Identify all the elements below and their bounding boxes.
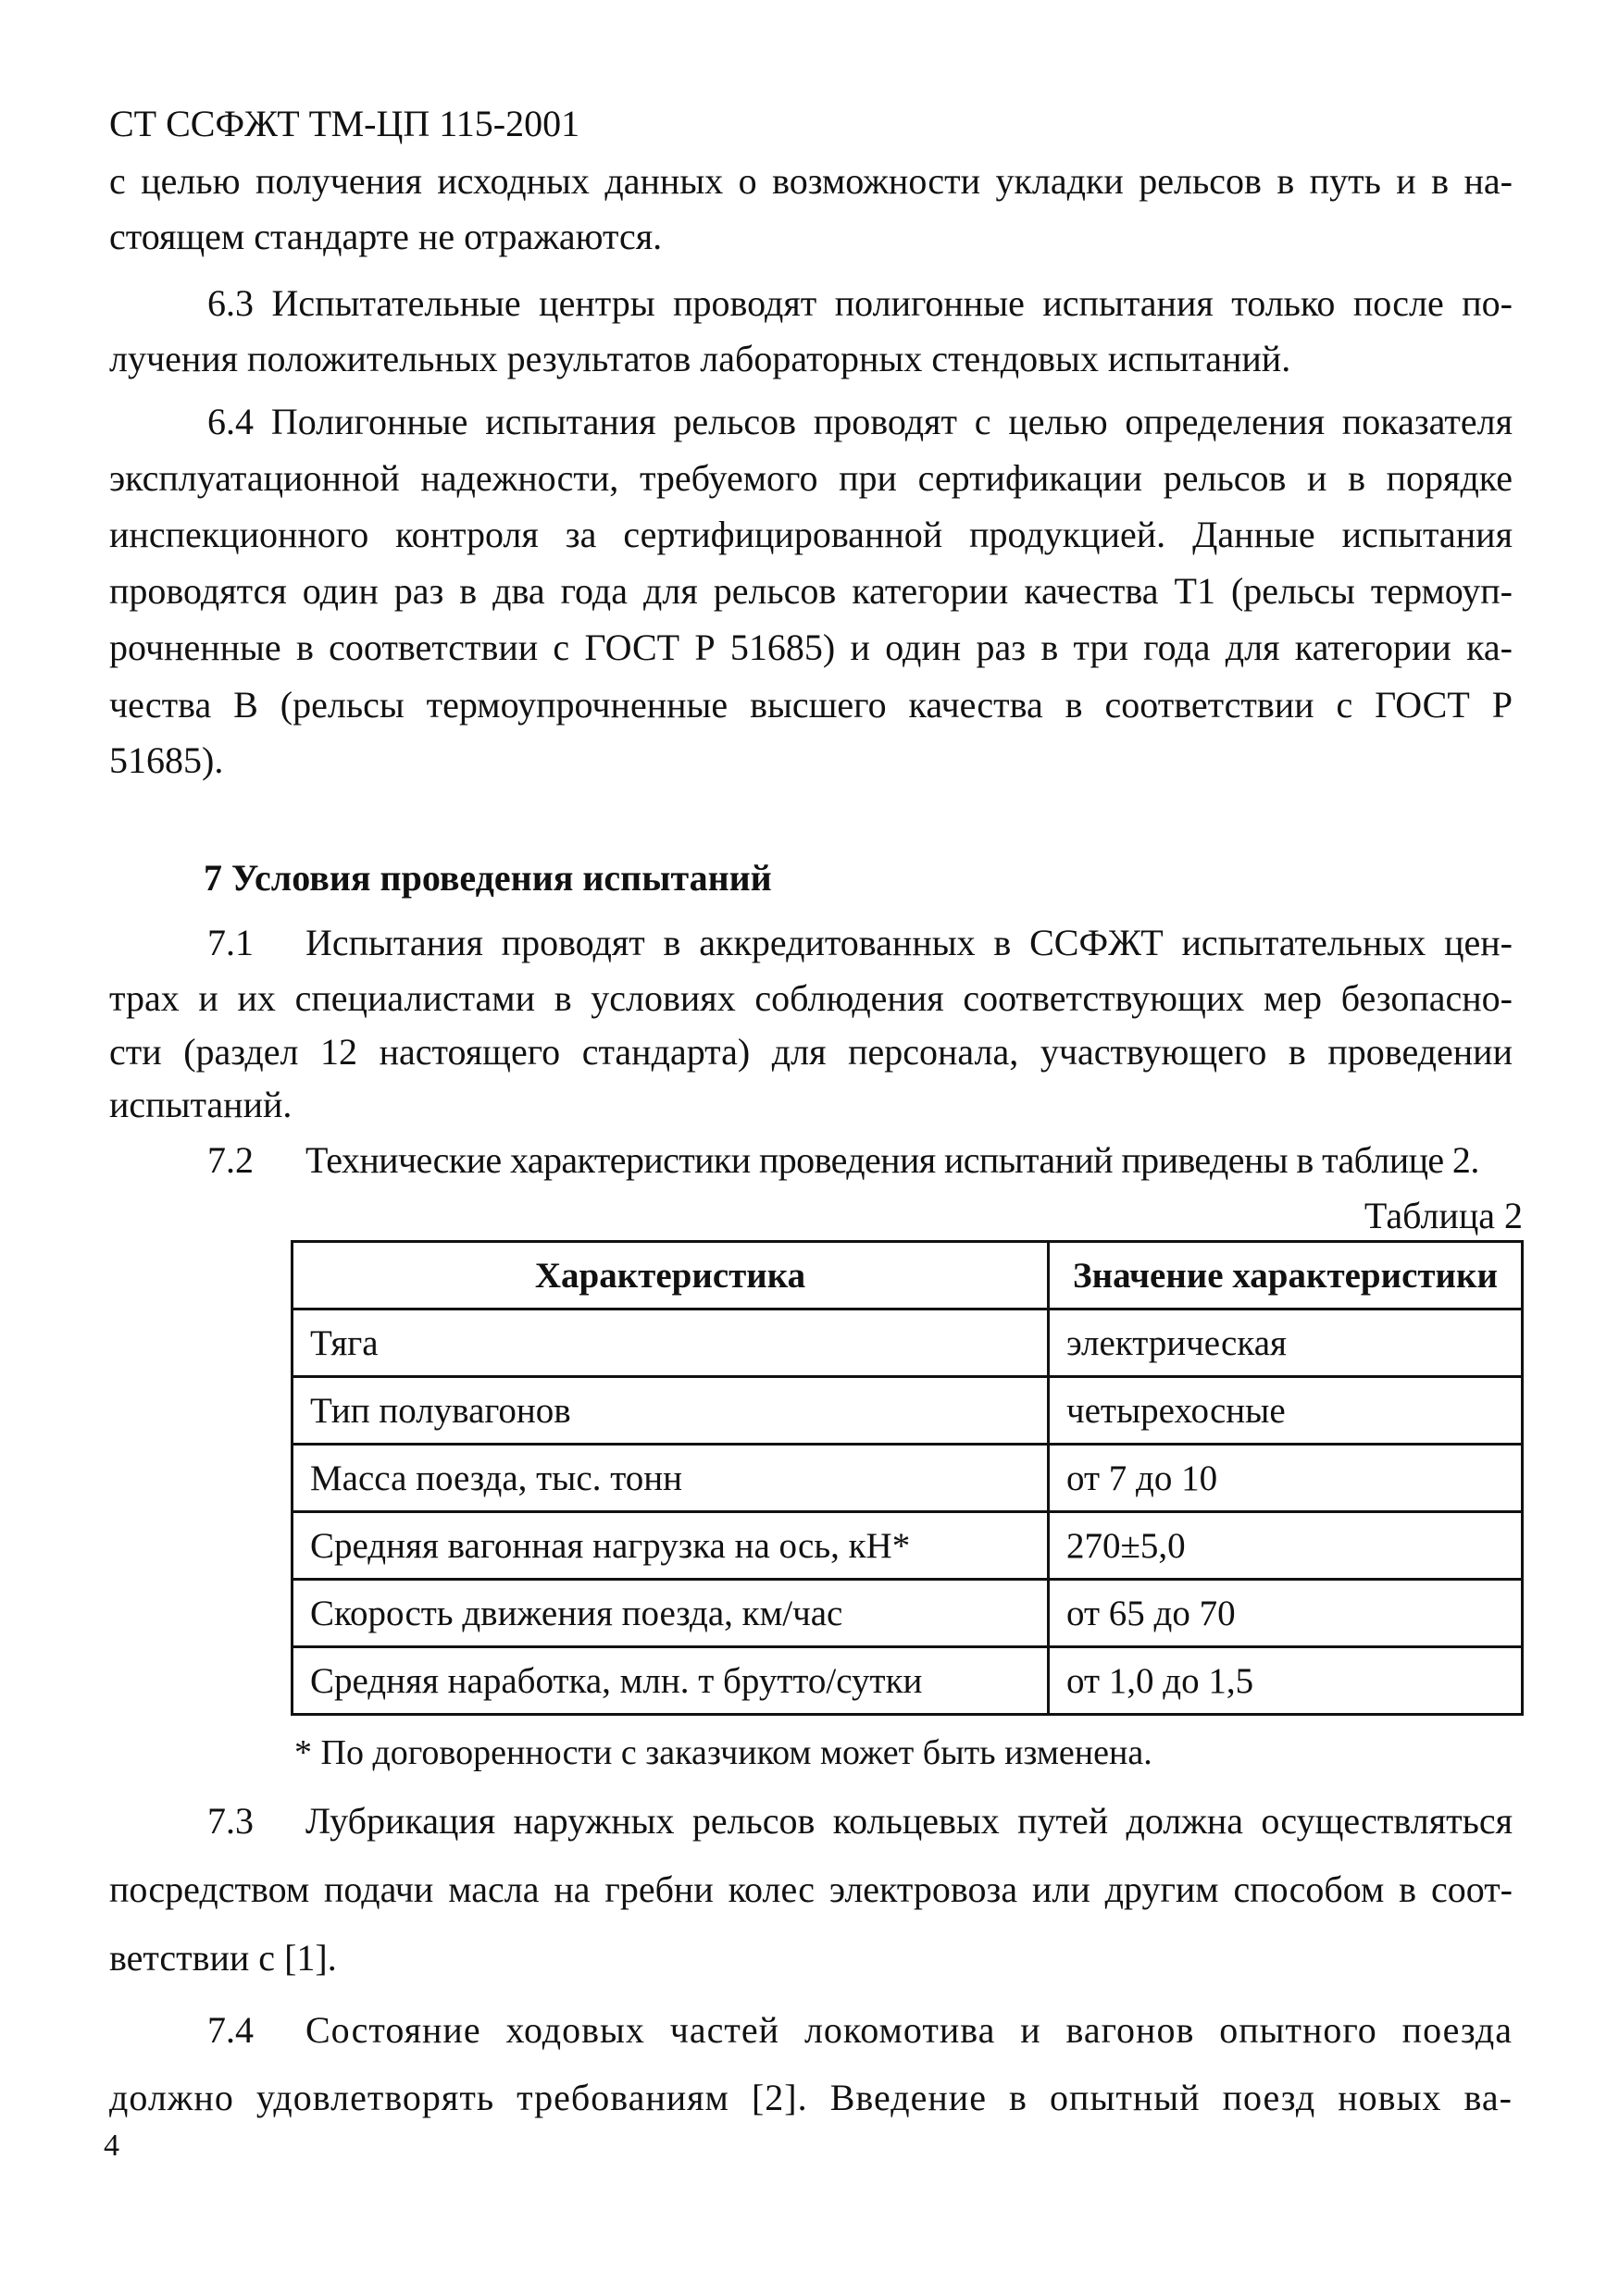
- paragraph-line: 51685).: [109, 739, 224, 781]
- table-footnote: * По договоренности с заказчиком может быть изменена.: [294, 1733, 1152, 1772]
- paragraph-line: инспекционного контроля за сертифицированной продукцией. Данные испытания: [109, 514, 1513, 555]
- table-cell: от 1,0 до 1,5: [1049, 1647, 1523, 1715]
- table-cell: Средняя наработка, млн. т брутто/сутки: [293, 1647, 1049, 1715]
- table-header-cell: Характеристика: [293, 1242, 1049, 1309]
- paragraph-line: трах и их специалистами в условиях соблюдения соответствующих мер безопасно-: [109, 977, 1513, 1019]
- table-cell: Тип полувагонов: [293, 1377, 1049, 1445]
- paragraph-line: стоящем стандарте не отражаются.: [109, 216, 663, 257]
- paragraph-line: должно удовлетворять требованиям [2]. Введение в опытный поезд новых ва-: [109, 2077, 1513, 2118]
- paragraph-line: испытаний.: [109, 1084, 293, 1125]
- table-cell: от 7 до 10: [1049, 1445, 1523, 1512]
- characteristics-table: [291, 1240, 1524, 1716]
- paragraph-line: посредством подачи масла на гребни колес электровоза или другим способом в соот-: [109, 1868, 1513, 1910]
- table-row: [293, 1445, 1523, 1512]
- table-cell: Масса поезда, тыс. тонн: [293, 1445, 1049, 1512]
- paragraph-line: Технические характеристики проведения испытаний приведены в таблице 2.: [305, 1139, 1479, 1181]
- page-number: 4: [104, 2128, 119, 2163]
- paragraph-line: ветствии с [1].: [109, 1937, 337, 1979]
- table-caption: Таблица 2: [1364, 1195, 1523, 1236]
- table-cell: 270±5,0: [1049, 1512, 1523, 1580]
- paragraph-line: 6.4 Полигонные испытания рельсов проводят с целью определения показателя: [207, 401, 1513, 442]
- table-row: [293, 1580, 1523, 1647]
- clause-number: 7.4: [207, 2009, 254, 2051]
- table-header-row: [293, 1242, 1523, 1309]
- table-cell: четырехосные: [1049, 1377, 1523, 1445]
- clause-number: 7.1: [207, 922, 254, 963]
- document-header: СТ ССФЖТ ТМ-ЦП 115-2001: [109, 103, 580, 144]
- table-cell: от 65 до 70: [1049, 1580, 1523, 1647]
- paragraph-line: 6.3 Испытательные центры проводят полигонные испытания только после по-: [207, 282, 1513, 324]
- paragraph-line: Лубрикация наружных рельсов кольцевых путей должна осуществляться: [305, 1800, 1513, 1842]
- clause-number: 7.2: [207, 1139, 254, 1181]
- paragraph-line: лучения положительных результатов лабораторных стендовых испытаний.: [109, 338, 1291, 379]
- table-cell: Тяга: [293, 1309, 1049, 1377]
- table-row: [293, 1647, 1523, 1715]
- paragraph-line: сти (раздел 12 настоящего стандарта) для персонала, участвующего в проведении: [109, 1031, 1513, 1073]
- paragraph-line: проводятся один раз в два года для рельсов категории качества Т1 (рельсы термоуп-: [109, 570, 1513, 612]
- paragraph-line: Состояние ходовых частей локомотива и вагонов опытного поезда: [305, 2009, 1513, 2051]
- paragraph-line: чества В (рельсы термоупрочненные высшего качества в соответствии с ГОСТ Р: [109, 684, 1513, 726]
- table-row: [293, 1309, 1523, 1377]
- table-cell: Скорость движения поезда, км/час: [293, 1580, 1049, 1647]
- paragraph-line: Испытания проводят в аккредитованных в ССФЖТ испытательных цен-: [305, 922, 1513, 963]
- paragraph-line: эксплуатационной надежности, требуемого при сертификации рельсов и в порядке: [109, 457, 1513, 499]
- paragraph-line: с целью получения исходных данных о возможности укладки рельсов в путь и в на-: [109, 160, 1513, 202]
- table-cell: Средняя вагонная нагрузка на ось, кН*: [293, 1512, 1049, 1580]
- table-row: [293, 1377, 1523, 1445]
- section-heading: 7 Условия проведения испытаний: [204, 857, 772, 899]
- table-row: [293, 1512, 1523, 1580]
- table-cell: электрическая: [1049, 1309, 1523, 1377]
- table-header-cell: Значение характеристики: [1049, 1242, 1523, 1309]
- clause-number: 7.3: [207, 1800, 254, 1842]
- paragraph-line: рочненные в соответствии с ГОСТ Р 51685) и один раз в три года для категории ка-: [109, 627, 1513, 668]
